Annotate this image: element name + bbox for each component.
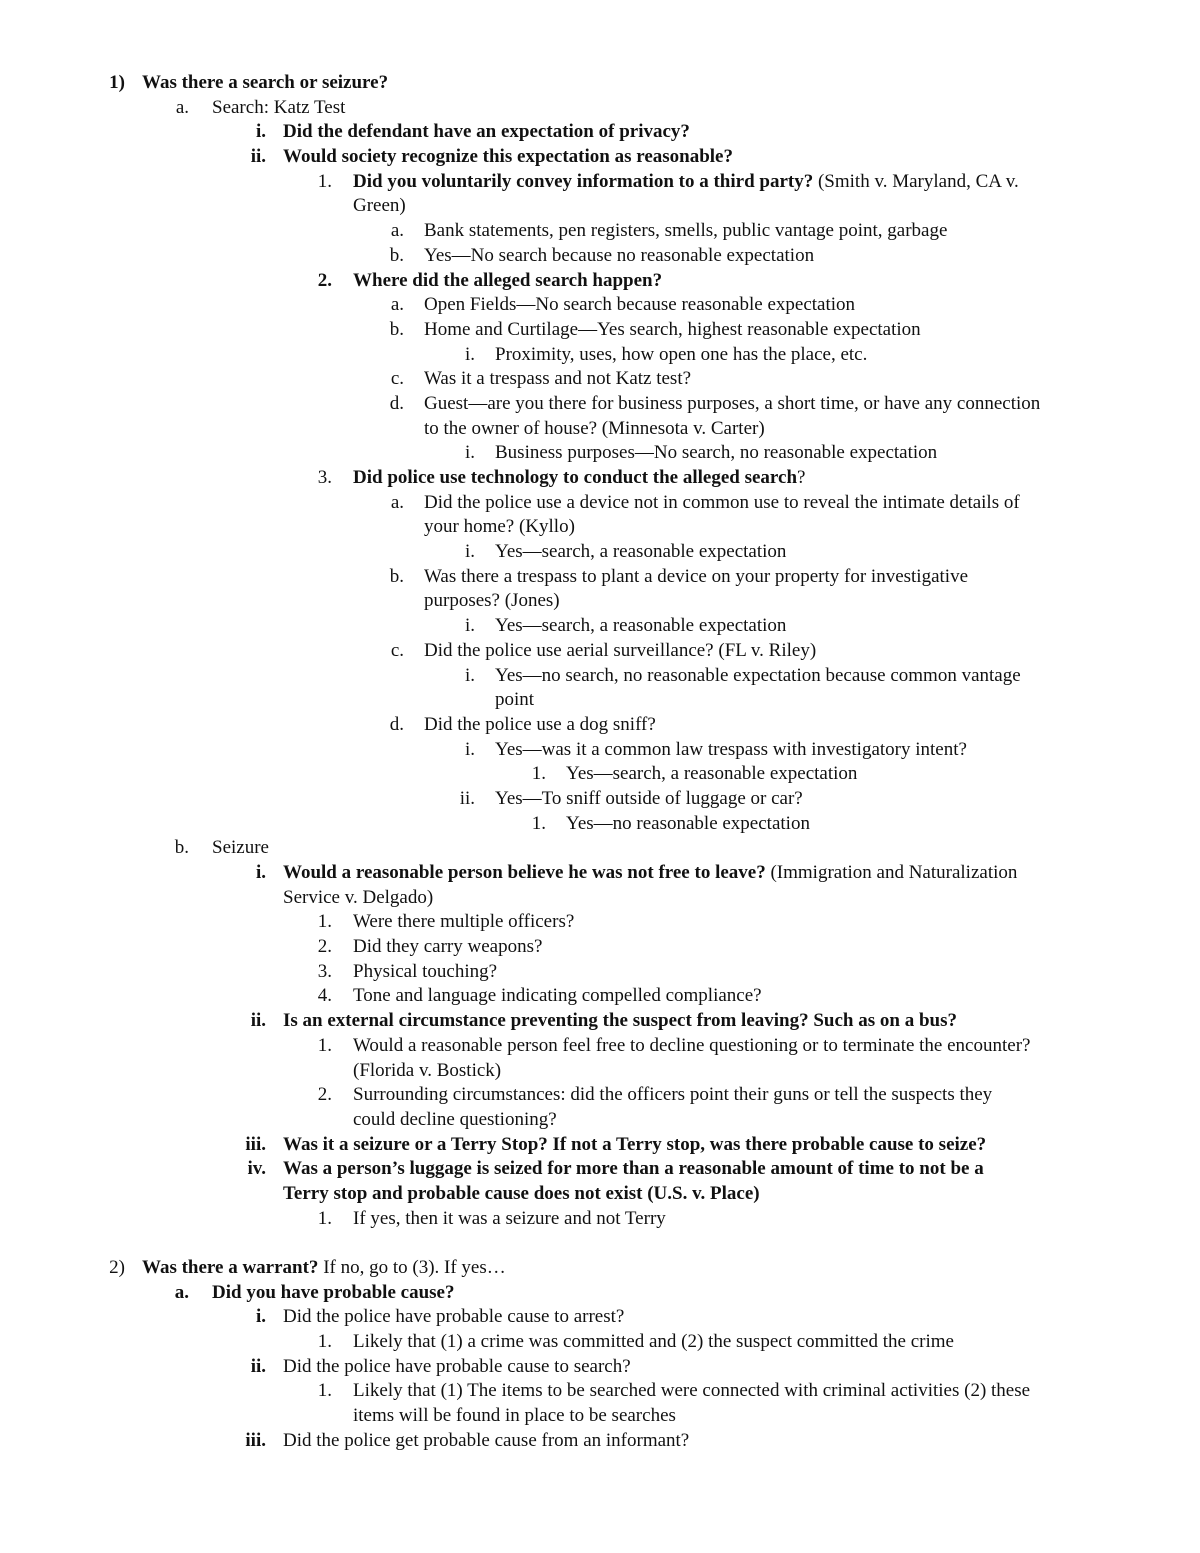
outline-text xyxy=(353,910,574,935)
text-run: Did the police use aerial surveillance? (FL v. Riley) xyxy=(424,639,817,661)
outline-line xyxy=(0,194,1200,219)
outline-line xyxy=(0,861,1200,886)
outline-marker: 1) xyxy=(109,72,125,93)
text-run: Yes—search, a reasonable expectation xyxy=(495,541,787,563)
outline-marker: 2. xyxy=(317,1084,332,1106)
outline-text xyxy=(495,441,937,466)
outline-line xyxy=(0,1182,1200,1207)
text-run: ? xyxy=(797,467,806,488)
outline-text xyxy=(353,1059,501,1084)
outline-text xyxy=(424,713,656,738)
outline-line xyxy=(0,960,1200,985)
outline-marker: 4. xyxy=(317,985,332,1007)
outline-line xyxy=(0,713,1200,738)
outline-marker: 2. xyxy=(317,269,332,291)
outline-marker: 1. xyxy=(317,911,332,933)
outline-text xyxy=(353,960,497,985)
outline-line xyxy=(0,1429,1200,1454)
outline-line xyxy=(0,688,1200,713)
outline-marker: 1. xyxy=(317,1034,332,1056)
outline-line xyxy=(0,71,1200,96)
outline-text xyxy=(424,565,968,590)
text-run: Did the police have probable cause to arrest? xyxy=(283,1306,625,1328)
outline-marker: i. xyxy=(464,343,475,365)
outline-marker: iii. xyxy=(245,1429,266,1451)
outline-line xyxy=(0,96,1200,121)
outline-line xyxy=(0,1207,1200,1232)
outline-text xyxy=(353,269,662,294)
outline-marker: ii. xyxy=(459,787,475,809)
bold-text-run: Where did the alleged search happen? xyxy=(353,269,663,291)
outline-line xyxy=(0,120,1200,145)
outline-text xyxy=(424,392,1040,417)
outline-marker: c. xyxy=(390,639,404,661)
text-run: purposes? (Jones) xyxy=(424,590,560,612)
outline-line xyxy=(0,466,1200,491)
outline-line xyxy=(0,491,1200,516)
outline-marker: i. xyxy=(464,541,475,563)
outline-line xyxy=(0,836,1200,861)
outline-marker: b. xyxy=(174,837,189,859)
text-run: Service v. Delgado) xyxy=(283,886,434,908)
bold-text-run: Did the defendant have an expectation of privacy? xyxy=(283,121,690,143)
outline-marker: 3. xyxy=(317,467,332,488)
outline-text xyxy=(424,417,765,442)
outline-text xyxy=(424,367,691,392)
outline-line xyxy=(0,515,1200,540)
outline-line xyxy=(0,1083,1200,1108)
bold-text-run: Did police use technology to conduct the alleged search xyxy=(353,467,798,488)
text-run: Likely that (1) The items to be searched were connected with criminal activities (2) these xyxy=(353,1380,1031,1402)
text-run: Search: Katz Test xyxy=(212,96,346,118)
text-run: point xyxy=(495,689,535,711)
outline-document xyxy=(0,71,1200,1454)
outline-text xyxy=(424,244,814,269)
outline-marker: 1. xyxy=(317,1331,332,1353)
bold-text-run: Would a reasonable person believe he was not free to leave? xyxy=(283,862,766,883)
bold-text-run: Would society recognize this expectation as reasonable? xyxy=(283,146,733,168)
outline-marker: i. xyxy=(464,664,475,686)
outline-line xyxy=(0,244,1200,269)
outline-marker: d. xyxy=(389,713,404,735)
text-run: Bank statements, pen registers, smells, public vantage point, garbage xyxy=(424,220,948,242)
outline-line xyxy=(0,1355,1200,1380)
outline-text xyxy=(353,1404,676,1429)
outline-marker: 2. xyxy=(317,936,332,958)
text-run: Physical touching? xyxy=(353,960,498,982)
outline-marker: d. xyxy=(389,392,404,414)
text-run: Likely that (1) a crime was committed and (2) the suspect committed the crime xyxy=(353,1331,954,1353)
outline-marker: 1. xyxy=(531,763,546,785)
text-run: Open Fields—No search because reasonable expectation xyxy=(424,294,856,316)
outline-text xyxy=(283,1429,689,1454)
text-run: (Florida v. Bostick) xyxy=(353,1059,502,1081)
outline-text xyxy=(566,762,857,787)
outline-text xyxy=(424,293,855,318)
text-run: (Immigration and Naturalization xyxy=(765,862,1018,883)
text-run: Yes—No search because no reasonable expectation xyxy=(424,244,815,266)
outline-text xyxy=(212,836,269,861)
outline-text xyxy=(353,1379,1030,1404)
outline-text xyxy=(283,1009,957,1034)
outline-line xyxy=(0,738,1200,763)
outline-text xyxy=(212,1281,454,1306)
text-run: Did the police use a device not in common use to reveal the intimate details of xyxy=(424,491,1020,513)
text-run: Yes—no search, no reasonable expectation because common vantage xyxy=(495,664,1021,686)
text-run: Did the police use a dog sniff? xyxy=(424,713,656,735)
bold-text-run: Did you have probable cause? xyxy=(212,1281,455,1303)
outline-line xyxy=(0,170,1200,195)
outline-text xyxy=(283,861,1017,886)
outline-text xyxy=(353,1083,992,1108)
text-run: Yes—was it a common law trespass with investigatory intent? xyxy=(495,738,967,760)
outline-text xyxy=(283,145,733,170)
outline-marker: a. xyxy=(174,1281,189,1303)
text-run: Business purposes—No search, no reasonable expectation xyxy=(495,442,938,464)
text-run: Seizure xyxy=(212,837,269,859)
outline-line xyxy=(0,1133,1200,1158)
outline-text xyxy=(283,120,690,145)
outline-text xyxy=(283,1305,624,1330)
outline-marker: i. xyxy=(464,738,475,760)
outline-line xyxy=(0,343,1200,368)
text-run: Guest—are you there for business purposes, a short time, or have any connection xyxy=(424,392,1041,414)
text-run: Yes—search, a reasonable expectation xyxy=(566,763,858,785)
outline-text xyxy=(353,1034,1030,1059)
text-run: Was it a trespass and not Katz test? xyxy=(424,368,692,390)
outline-marker: a. xyxy=(390,294,404,316)
outline-text xyxy=(283,1133,986,1158)
outline-line xyxy=(0,984,1200,1009)
outline-marker: i. xyxy=(255,862,266,883)
outline-line xyxy=(0,1330,1200,1355)
text-run: If no, go to (3). If yes… xyxy=(318,1257,506,1278)
outline-marker: 3. xyxy=(317,960,332,982)
outline-line xyxy=(0,589,1200,614)
outline-marker: 1. xyxy=(531,812,546,834)
outline-text xyxy=(353,466,805,491)
outline-marker: 1. xyxy=(317,170,332,192)
text-run: Yes—search, a reasonable expectation xyxy=(495,615,787,637)
text-run: items will be found in place to be searches xyxy=(353,1405,676,1427)
outline-line xyxy=(0,910,1200,935)
outline-line xyxy=(0,787,1200,812)
outline-line xyxy=(0,1157,1200,1182)
outline-text xyxy=(353,194,406,219)
outline-line xyxy=(0,886,1200,911)
outline-line xyxy=(0,441,1200,466)
outline-line xyxy=(0,1108,1200,1133)
outline-marker: b. xyxy=(389,244,404,266)
outline-line xyxy=(0,318,1200,343)
bold-text-run: Was there a warrant? xyxy=(142,1257,319,1278)
outline-line xyxy=(0,1404,1200,1429)
text-run: Was there a trespass to plant a device on your property for investigative xyxy=(424,565,969,587)
text-run: to the owner of house? (Minnesota v. Carter) xyxy=(424,417,765,439)
text-run: (Smith v. Maryland, CA v. xyxy=(813,170,1019,192)
outline-line xyxy=(0,417,1200,442)
outline-line xyxy=(0,1034,1200,1059)
outline-line xyxy=(0,1379,1200,1404)
outline-marker: i. xyxy=(255,1306,266,1328)
outline-marker: i. xyxy=(464,442,475,464)
outline-line xyxy=(0,1281,1200,1306)
text-run: Proximity, uses, how open one has the place, etc. xyxy=(495,343,868,365)
outline-line xyxy=(0,219,1200,244)
outline-line xyxy=(0,1059,1200,1084)
outline-text xyxy=(495,664,1021,689)
outline-text xyxy=(424,589,560,614)
outline-text xyxy=(495,343,867,368)
outline-line xyxy=(0,812,1200,837)
outline-marker: iv. xyxy=(247,1158,266,1180)
outline-marker: a. xyxy=(390,220,404,242)
outline-text xyxy=(495,540,786,565)
outline-line xyxy=(0,614,1200,639)
outline-text xyxy=(353,1207,666,1232)
outline-line xyxy=(0,392,1200,417)
outline-text xyxy=(142,1256,506,1281)
outline-marker: i. xyxy=(464,615,475,637)
outline-text xyxy=(283,1182,760,1207)
text-run: Yes—To sniff outside of luggage or car? xyxy=(495,787,803,809)
outline-text xyxy=(353,935,542,960)
outline-text xyxy=(424,219,947,244)
text-run: your home? (Kyllo) xyxy=(424,516,575,538)
text-run: Were there multiple officers? xyxy=(353,911,575,933)
outline-text xyxy=(495,614,786,639)
text-run: Home and Curtilage—Yes search, highest reasonable expectation xyxy=(424,318,921,340)
outline-text xyxy=(495,688,534,713)
outline-line xyxy=(0,269,1200,294)
outline-text xyxy=(495,787,803,812)
outline-line xyxy=(0,367,1200,392)
outline-marker: ii. xyxy=(250,146,266,168)
outline-marker: c. xyxy=(390,368,404,390)
outline-text xyxy=(424,515,575,540)
outline-line xyxy=(0,762,1200,787)
outline-marker: b. xyxy=(389,565,404,587)
outline-text xyxy=(566,812,810,837)
text-run: Yes—no reasonable expectation xyxy=(566,812,810,834)
outline-text xyxy=(424,491,1020,516)
outline-text xyxy=(495,738,967,763)
text-run: could decline questioning? xyxy=(353,1108,557,1130)
bold-text-run: Was there a search or seizure? xyxy=(142,72,389,93)
text-run: Did the police have probable cause to search? xyxy=(283,1355,631,1377)
outline-text xyxy=(353,984,762,1009)
outline-text xyxy=(142,71,388,96)
text-run: Did they carry weapons? xyxy=(353,936,543,958)
text-run: Surrounding circumstances: did the officers point their guns or tell the suspects they xyxy=(353,1084,993,1106)
bold-text-run: Did you voluntarily convey information to a third party? xyxy=(353,170,814,192)
outline-line xyxy=(0,639,1200,664)
outline-text xyxy=(424,318,921,343)
outline-line xyxy=(0,1009,1200,1034)
outline-marker: iii. xyxy=(245,1133,266,1155)
outline-marker: a. xyxy=(390,491,404,513)
outline-line xyxy=(0,664,1200,689)
outline-text xyxy=(353,1108,557,1133)
outline-text xyxy=(212,96,345,121)
outline-line xyxy=(0,1256,1200,1281)
outline-marker: i. xyxy=(255,121,266,143)
outline-text xyxy=(283,1157,984,1182)
outline-line xyxy=(0,293,1200,318)
bold-text-run: Was it a seizure or a Terry Stop? If not a Terry stop, was there probable cause to seize? xyxy=(283,1133,987,1155)
text-run: Would a reasonable person feel free to decline questioning or to terminate the encounter? xyxy=(353,1034,1031,1056)
outline-marker: b. xyxy=(389,318,404,340)
outline-marker: 1. xyxy=(317,1207,332,1229)
outline-line xyxy=(0,565,1200,590)
outline-line xyxy=(0,935,1200,960)
outline-line xyxy=(0,540,1200,565)
text-run: If yes, then it was a seizure and not Terry xyxy=(353,1207,666,1229)
bold-text-run: Terry stop and probable cause does not exist (U.S. v. Place) xyxy=(283,1182,760,1204)
outline-marker: 1. xyxy=(317,1380,332,1402)
outline-marker: ii. xyxy=(250,1010,266,1032)
outline-text xyxy=(424,639,816,664)
text-run: Did the police get probable cause from an informant? xyxy=(283,1429,690,1451)
outline-text xyxy=(283,886,433,911)
outline-marker: ii. xyxy=(250,1355,266,1377)
outline-line xyxy=(0,145,1200,170)
outline-text xyxy=(283,1355,631,1380)
outline-line xyxy=(0,1305,1200,1330)
text-run: Tone and language indicating compelled compliance? xyxy=(353,985,762,1007)
outline-text xyxy=(353,170,1019,195)
bold-text-run: Is an external circumstance preventing the suspect from leaving? Such as on a bus? xyxy=(283,1010,957,1032)
bold-text-run: Was a person’s luggage is seized for more than a reasonable amount of time to not be a xyxy=(283,1158,984,1180)
outline-marker: 2) xyxy=(109,1257,125,1278)
outline-text xyxy=(353,1330,954,1355)
text-run: Green) xyxy=(353,195,406,217)
outline-marker: a. xyxy=(175,96,189,118)
